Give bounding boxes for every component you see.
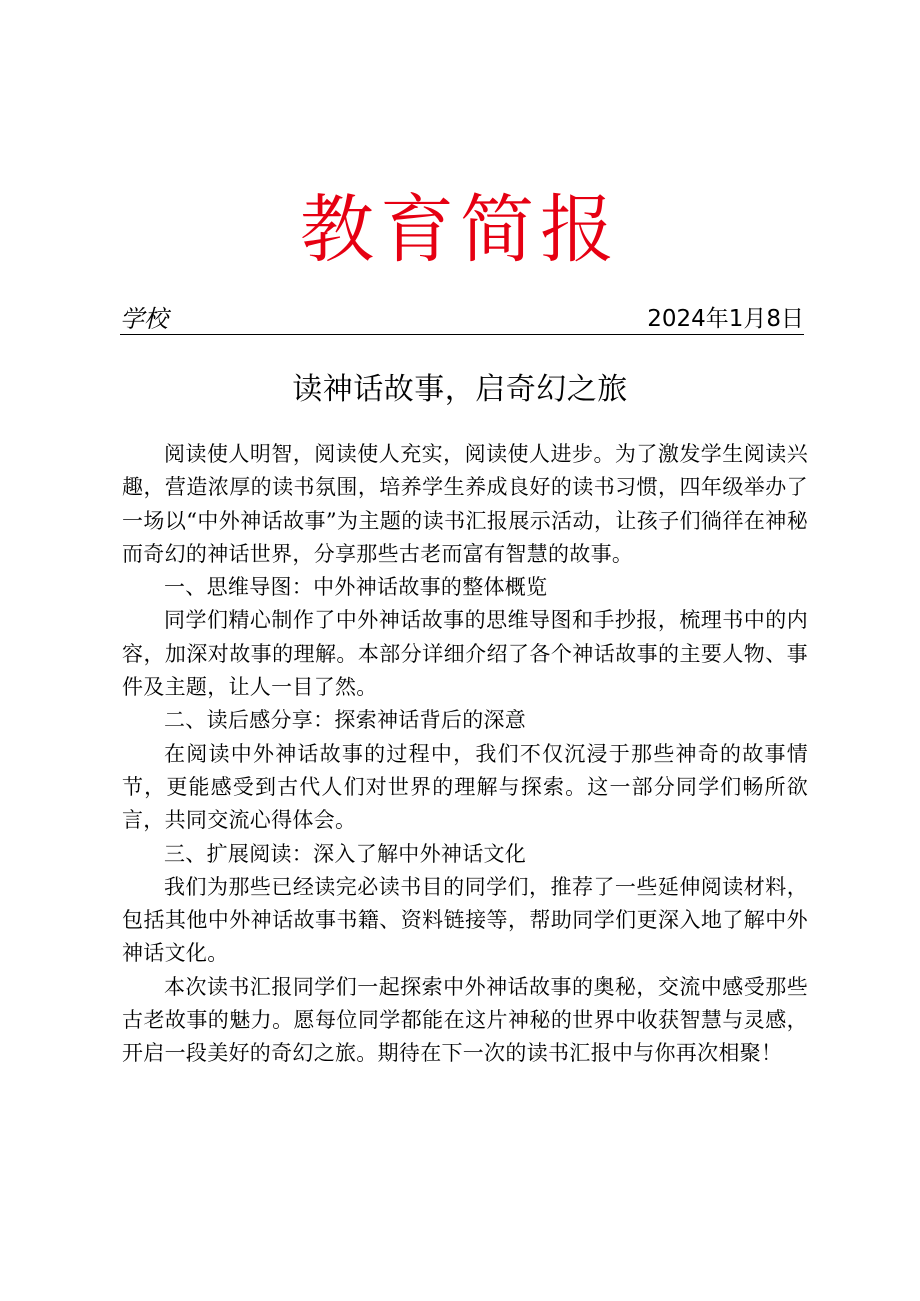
paragraph-extended-reading: 我们为那些已经读完必读书目的同学们，推荐了一些延伸阅读材料，包括其他中外神话故事书籍、资料链接等，帮助同学们更深入地了解中外神话文化。: [122, 874, 808, 966]
paragraph-intro: 阅读使人明智，阅读使人充实，阅读使人进步。为了激发学生阅读兴趣，营造浓厚的读书氛围，培养学生养成良好的读书习惯，四年级举办了一场以“中外神话故事”为主题的读书汇报展示活动，让孩子们徜徉在神秘而奇幻的神话世界，分享那些古老而富有智慧的故事。: [122, 442, 808, 566]
paragraph-mind-map: 同学们精心制作了中外神话故事的思维导图和手抄报，梳理书中的内容，加深对故事的理解。本部分详细介绍了各个神话故事的主要人物、事件及主题，让人一目了然。: [122, 608, 808, 700]
section-heading-reflections: 二、读后感分享：探索神话背后的深意: [164, 708, 527, 733]
section-heading-mind-map: 一、思维导图：中外神话故事的整体概览: [164, 575, 548, 600]
paragraph-conclusion: 本次读书汇报同学们一起探索中外神话故事的奥秘，交流中感受那些古老故事的魅力。愿每位同学都能在这片神秘的世界中收获智慧与灵感，开启一段美好的奇幻之旅。期待在下一次的读书汇报中与你再次相聚！: [122, 974, 808, 1066]
masthead-title: 教育简报: [300, 187, 620, 273]
section-heading-extended-reading: 三、扩展阅读：深入了解中外神话文化: [164, 841, 527, 866]
article-title: 读神话故事，启奇幻之旅: [292, 372, 628, 407]
school-label: 学校: [120, 305, 168, 333]
issue-date: 2024年1月8日: [647, 306, 804, 332]
article-body: [122, 438, 808, 1071]
info-line: [120, 304, 804, 335]
paragraph-reflections: 在阅读中外神话故事的过程中，我们不仅沉浸于那些神奇的故事情节，更能感受到古代人们对世界的理解与探索。这一部分同学们畅所欲言，共同交流心得体会。: [122, 741, 808, 833]
